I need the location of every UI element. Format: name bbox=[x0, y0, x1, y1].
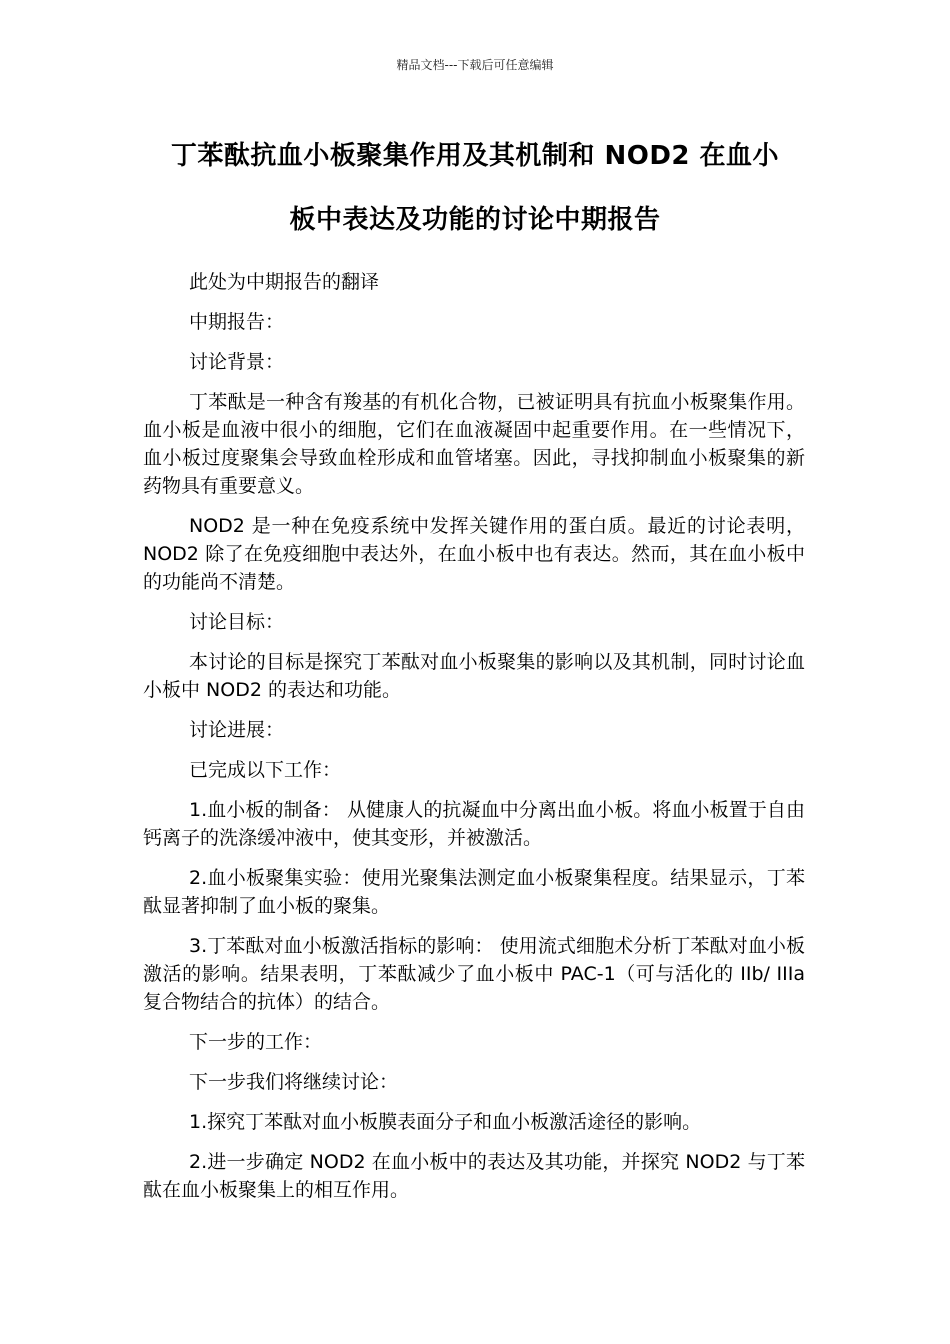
paragraph-background-nbp: 丁苯酞是一种含有羧基的有机化合物，已被证明具有抗血小板聚集作用。血小板是血液中很小的细胞，它们在血液凝固中起重要作用。在一些情况下，血小板过度聚集会导致血栓形成和血管堵塞。因此，寻找抑制血小板聚集的新药物具有重要意义。 bbox=[143, 391, 805, 497]
paragraph-objective: 本讨论的目标是探究丁苯酞对血小板聚集的影响以及其机制，同时讨论血小板中 NOD2 的表达和功能。 bbox=[143, 651, 805, 701]
heading-objective: 讨论目标： bbox=[189, 611, 285, 633]
paragraph-next-intro: 下一步我们将继续讨论： bbox=[189, 1071, 399, 1093]
paragraph-translation-note: 此处为中期报告的翻译 bbox=[189, 271, 380, 293]
heading-next-work: 下一步的工作： bbox=[189, 1031, 323, 1053]
list-item-completed-3: 3.丁苯酞对血小板激活指标的影响： 使用流式细胞术分析丁苯酞对血小板激活的影响。结果表明，丁苯酞减少了血小板中 PAC-1（可与活化的 IIb/ IIIa 复合物结合的抗体）的结合。 bbox=[143, 935, 805, 1013]
list-item-completed-1: 1.血小板的制备： 从健康人的抗凝血中分离出血小板。将血小板置于自由钙离子的洗涤缓冲液中，使其变形，并被激活。 bbox=[143, 799, 805, 849]
title-line-1: 丁苯酞抗血小板聚集作用及其机制和 NOD2 在血小 bbox=[170, 141, 780, 171]
heading-interim-report: 中期报告： bbox=[189, 311, 285, 333]
heading-background: 讨论背景： bbox=[189, 351, 285, 373]
document-title bbox=[140, 124, 810, 252]
list-item-next-2: 2.进一步确定 NOD2 在血小板中的表达及其功能，并探究 NOD2 与丁苯酞在血小板聚集上的相互作用。 bbox=[143, 1151, 805, 1201]
document-body bbox=[143, 268, 805, 1216]
heading-progress: 讨论进展： bbox=[189, 719, 285, 741]
list-item-next-1: 1.探究丁苯酞对血小板膜表面分子和血小板激活途径的影响。 bbox=[189, 1111, 702, 1133]
paragraph-background-nod2: NOD2 是一种在免疫系统中发挥关键作用的蛋白质。最近的讨论表明，NOD2 除了在免疫细胞中表达外，在血小板中也有表达。然而，其在血小板中的功能尚不清楚。 bbox=[143, 515, 805, 593]
header-note: 精品文档---下载后可任意编辑 bbox=[396, 58, 554, 72]
list-item-completed-2: 2.血小板聚集实验：使用光聚集法测定血小板聚集程度。结果显示，丁苯酞显著抑制了血小板的聚集。 bbox=[143, 867, 805, 917]
heading-completed-work: 已完成以下工作： bbox=[189, 759, 342, 781]
title-line-2: 板中表达及功能的讨论中期报告 bbox=[289, 205, 661, 235]
